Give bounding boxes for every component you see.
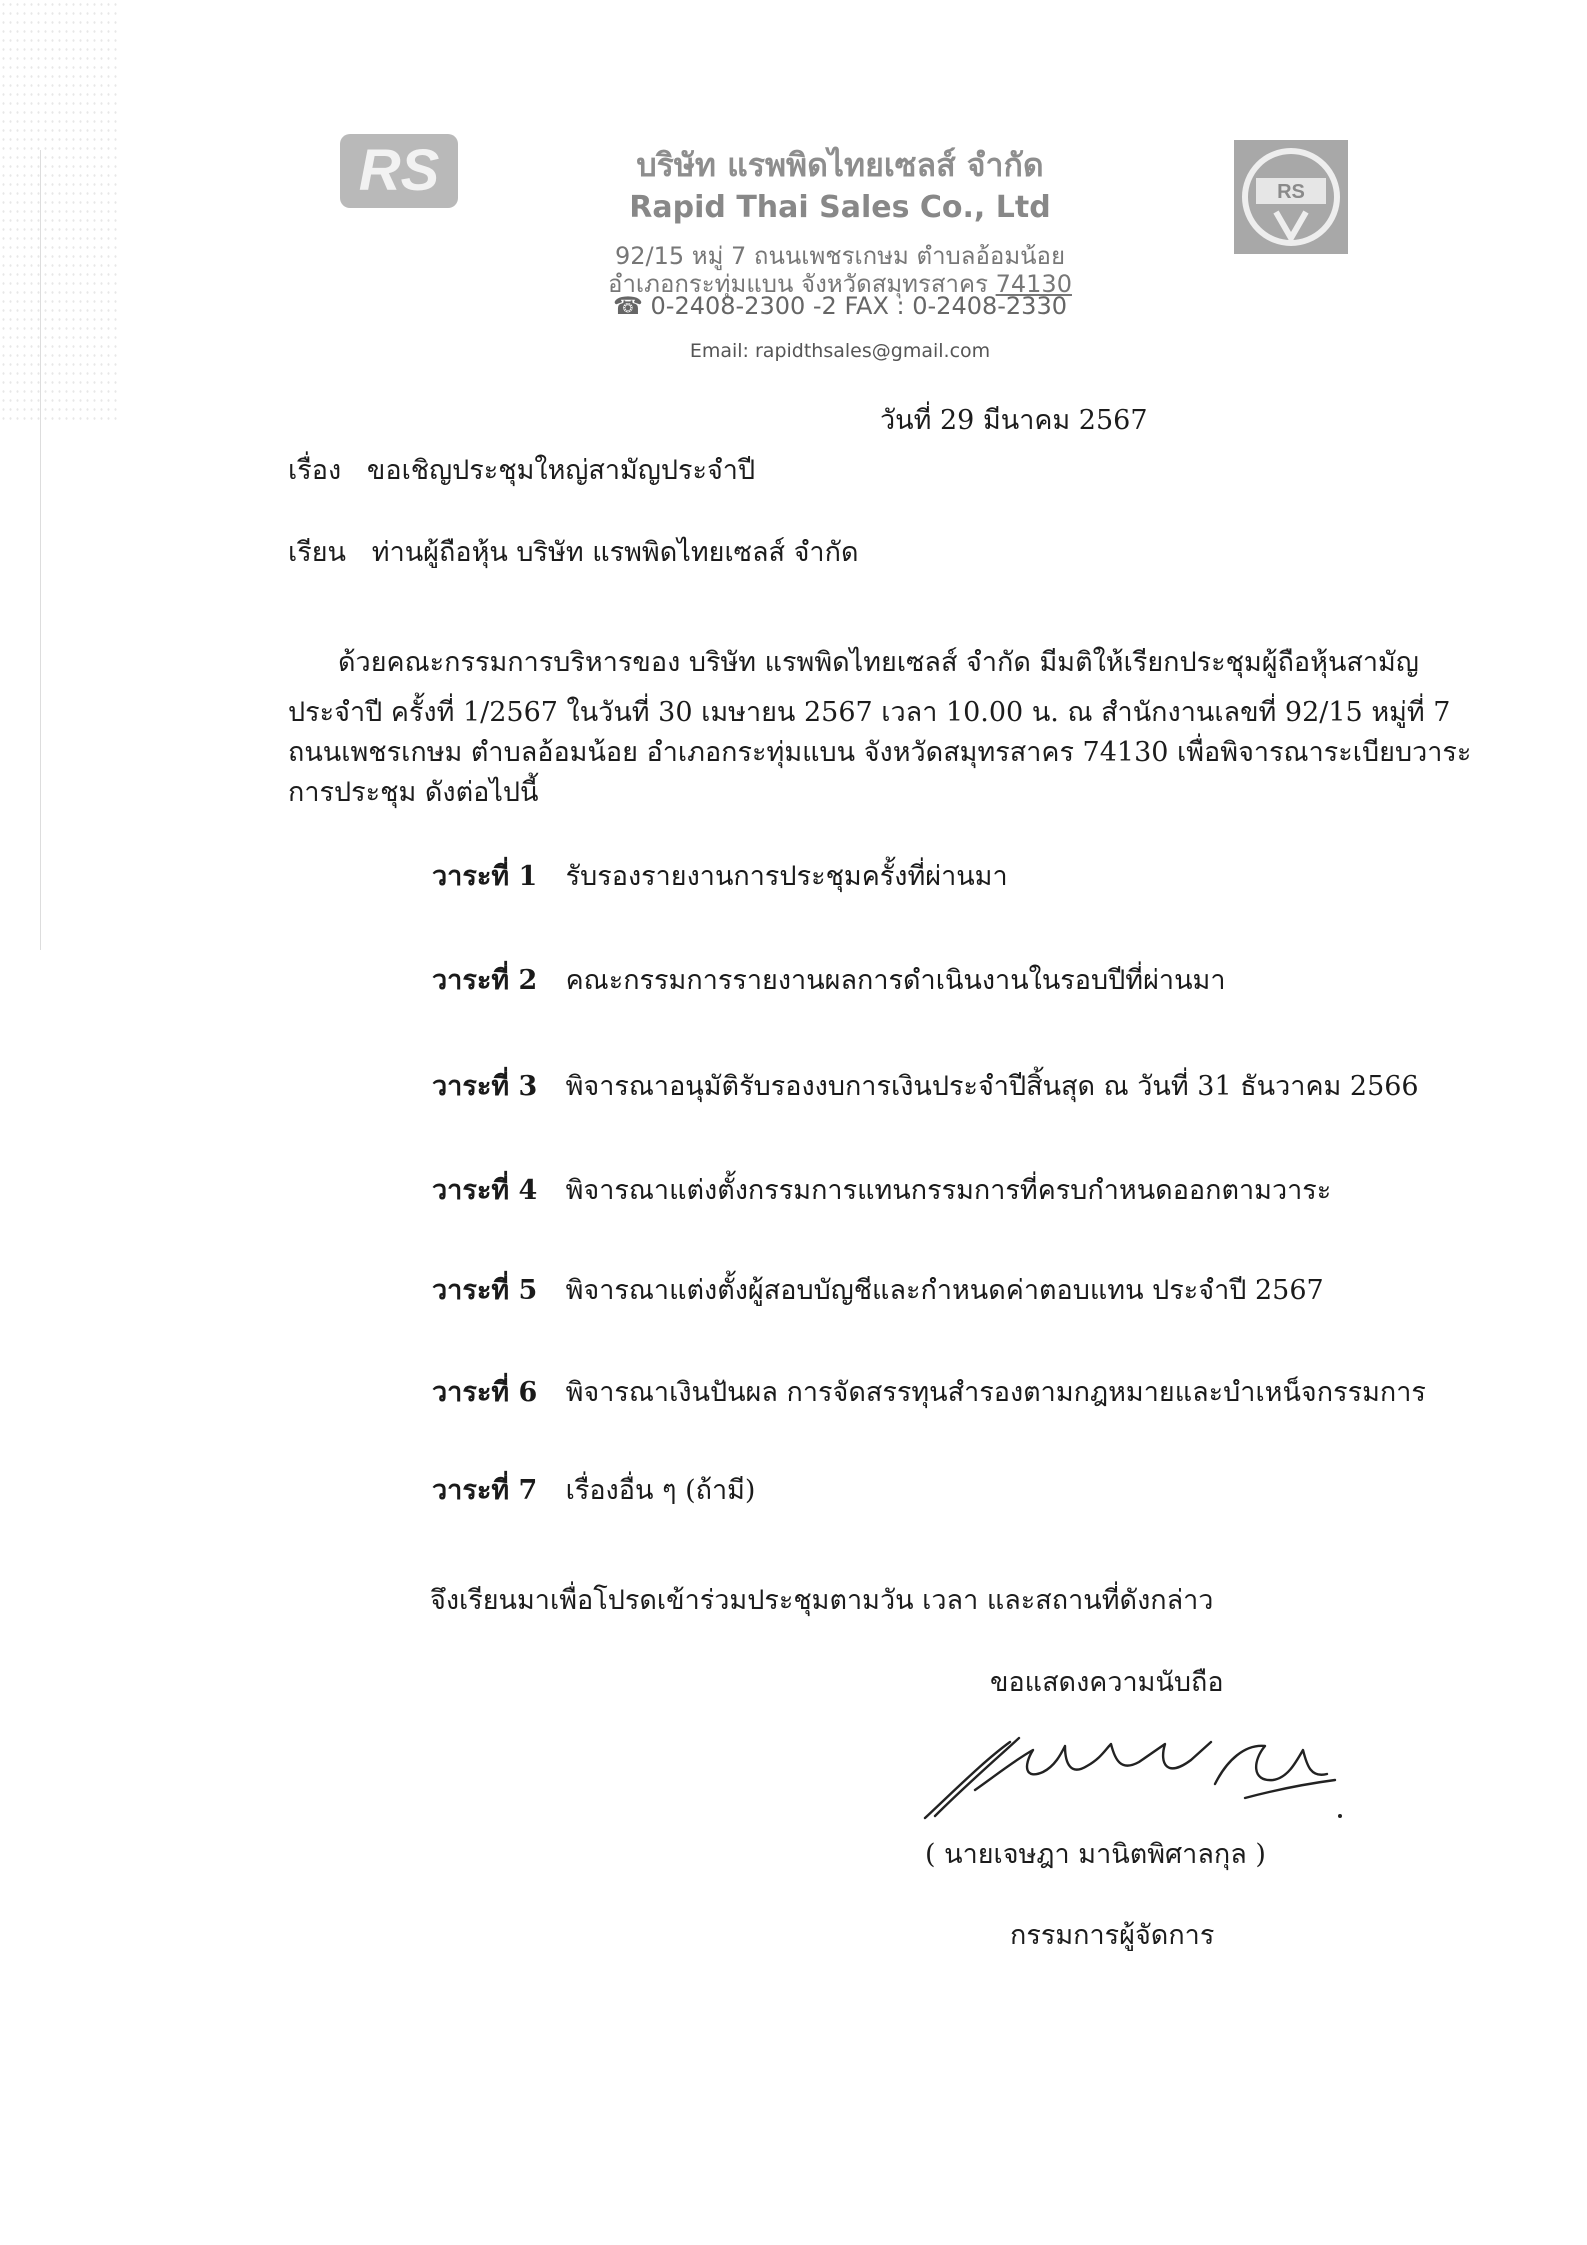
letter-date: วันที่ 29 มีนาคม 2567 [880, 405, 1148, 436]
signer-name: ( นายเจษฎา มานิตพิศาลกุล ) [925, 1839, 1266, 1870]
agenda-number: วาระที่ 6 [432, 1377, 538, 1408]
handwritten-signature [915, 1720, 1345, 1830]
closing-sentence: จึงเรียนมาเพื่อโปรดเข้าร่วมประชุมตามวัน เวลา และสถานที่ดังกล่าว [430, 1585, 1214, 1616]
agenda-item [432, 1370, 1426, 1413]
agenda-text: เรื่องอื่น ๆ (ถ้ามี) [565, 1475, 756, 1506]
company-name-thai: บริษัท แรพพิดไทยเซลส์ จำกัด [636, 146, 1044, 184]
agenda-text: คณะกรรมการรายงานผลการดำเนินงานในรอบปีที่ผ่านมา [565, 965, 1226, 996]
recipient-line [288, 530, 858, 573]
signer-position: กรรมการผู้จัดการ [1010, 1920, 1215, 1951]
recipient-text: ท่านผู้ถือหุ้น บริษัท แรพพิดไทยเซลส์ จำกัด [371, 537, 859, 568]
agenda-text: รับรองรายงานการประชุมครั้งที่ผ่านมา [565, 861, 1008, 892]
company-logo-left [338, 130, 460, 212]
body-line: การประชุม ดังต่อไปนี้ [288, 777, 539, 808]
agenda-item [432, 1064, 1419, 1107]
agenda-text: พิจารณาเงินปันผล การจัดสรรทุนสำรองตามกฎหมายและบำเหน็จกรรมการ [565, 1377, 1426, 1408]
subject-line [288, 448, 755, 491]
scan-noise [0, 0, 120, 420]
agenda-number: วาระที่ 4 [432, 1175, 538, 1206]
subject-text: ขอเชิญประชุมใหญ่สามัญประจำปี [366, 455, 756, 486]
address-district: อำเภอกระทุ่มแบน จังหวัดสมุทรสาคร [608, 270, 988, 298]
agenda-item [432, 854, 1008, 897]
svg-text:RS: RS [358, 138, 440, 203]
company-logo-right [1232, 138, 1350, 256]
subject-label: เรื่อง [288, 455, 342, 486]
address-line-1: 92/15 หมู่ 7 ถนนเพชรเกษม ตำบลอ้อมน้อย [614, 242, 1066, 270]
body-line: ด้วยคณะกรรมการบริหารของ บริษัท แรพพิดไทยเซลส์ จำกัด มีมติให้เรียกประชุมผู้ถือหุ้นสามัญ [338, 647, 1419, 678]
agenda-number: วาระที่ 7 [432, 1475, 538, 1506]
agenda-item [432, 958, 1226, 1001]
agenda-number: วาระที่ 1 [432, 861, 538, 892]
agenda-text: พิจารณาแต่งตั้งผู้สอบบัญชีและกำหนดค่าตอบแทน ประจำปี 2567 [565, 1275, 1324, 1306]
svg-text:RS: RS [1277, 181, 1305, 203]
company-name-english: Rapid Thai Sales Co., Ltd [629, 190, 1051, 225]
agenda-item [432, 1168, 1331, 1211]
agenda-item [432, 1268, 1324, 1311]
recipient-label: เรียน [288, 537, 347, 568]
agenda-item [432, 1468, 755, 1511]
agenda-text: พิจารณาแต่งตั้งกรรมการแทนกรรมการที่ครบกำหนดออกตามวาระ [565, 1175, 1332, 1206]
body-line: ประจำปี ครั้งที่ 1/2567 ในวันที่ 30 เมษายน 2567 เวลา 10.00 น. ณ สำนักงานเลขที่ 92/15 หมู่ที่ 7 [288, 697, 1451, 728]
regards: ขอแสดงความนับถือ [990, 1667, 1224, 1698]
body-line: ถนนเพชรเกษม ตำบลอ้อมน้อย อำเภอกระทุ่มแบน จังหวัดสมุทรสาคร 74130 เพื่อพิจารณาระเบียบวาระ [288, 737, 1472, 768]
agenda-number: วาระที่ 5 [432, 1275, 538, 1306]
agenda-text: พิจารณาอนุมัติรับรองงบการเงินประจำปีสิ้นสุด ณ วันที่ 31 ธันวาคม 2566 [565, 1071, 1419, 1102]
postcode: 74130 [995, 270, 1072, 298]
scan-edge-line [40, 150, 41, 950]
email: Email: rapidthsales@gmail.com [689, 340, 991, 362]
phone-fax: ☎ 0-2408-2300 -2 FAX : 0-2408-2330 [612, 292, 1067, 320]
agenda-number: วาระที่ 3 [432, 1071, 538, 1102]
agenda-number: วาระที่ 2 [432, 965, 538, 996]
